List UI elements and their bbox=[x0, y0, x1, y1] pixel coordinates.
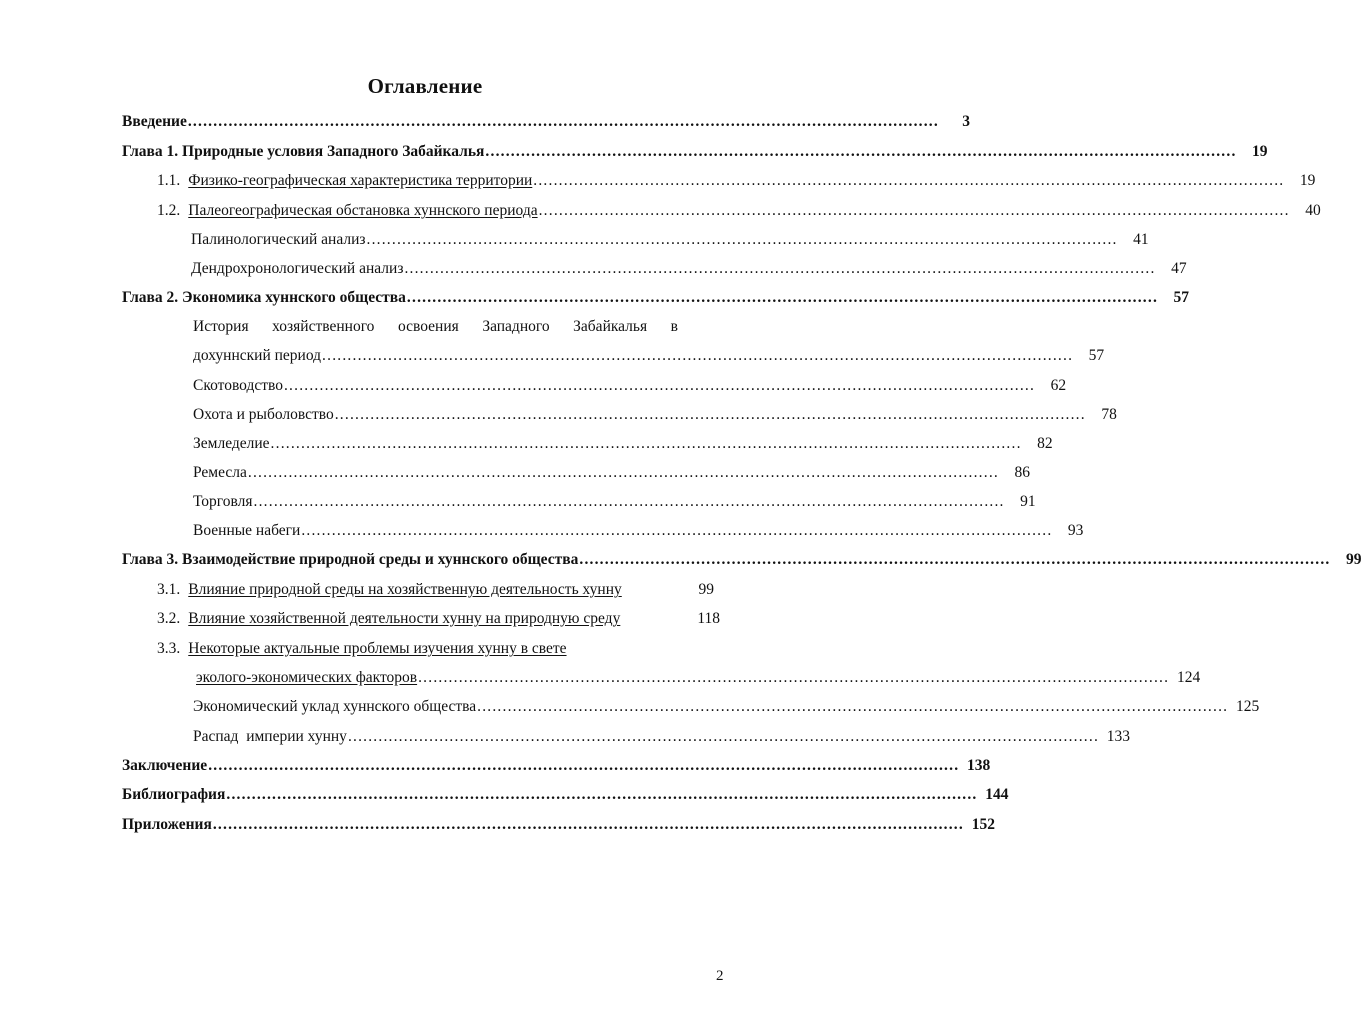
toc-entry-dendrochronology[interactable] bbox=[191, 260, 1187, 280]
toc-entry-history-line-1[interactable]: История хозяйственного освоения Западного Забайкалья в bbox=[193, 318, 678, 335]
toc-page: 82 bbox=[1037, 435, 1053, 452]
toc-entry-chapter-2[interactable] bbox=[122, 289, 1190, 309]
toc-page: 19 bbox=[1299, 172, 1316, 189]
toc-label: Скотоводство bbox=[193, 377, 283, 394]
toc-label: Физико-географическая характеристика территории bbox=[188, 172, 533, 189]
toc-label: Библиография bbox=[122, 786, 226, 803]
toc-page: 133 bbox=[1106, 728, 1131, 745]
toc-label: Глава 1. Природные условия Западного Забайкалья bbox=[122, 143, 485, 160]
dot-leader: .................................................................................................................................................... bbox=[347, 728, 1100, 745]
toc-label: Глава 3. Взаимодействие природной среды и хуннского общества bbox=[122, 551, 579, 568]
toc-label: Военные набеги bbox=[193, 522, 301, 539]
toc-page: 93 bbox=[1067, 522, 1084, 539]
toc-entry-cattle-breeding[interactable] bbox=[193, 377, 1067, 397]
dot-leader: .................................................................................................................................................... bbox=[253, 493, 1005, 510]
toc-entry-intro[interactable] bbox=[122, 113, 970, 133]
toc-label: Заключение bbox=[122, 757, 208, 774]
toc-label: Земледелие bbox=[193, 435, 270, 452]
toc-label: Некоторые актуальные проблемы изучения хунну в свете bbox=[188, 640, 567, 657]
toc-label: Торговля bbox=[193, 493, 253, 510]
dot-leader: .................................................................................................................................................... bbox=[485, 143, 1237, 160]
dot-leader: .................................................................................................................................................... bbox=[247, 464, 999, 481]
dot-leader: .................................................................................................................................................... bbox=[404, 260, 1156, 277]
toc-page: 138 bbox=[967, 757, 991, 774]
toc-entry-trade[interactable] bbox=[193, 493, 1036, 513]
toc-page: 86 bbox=[1014, 464, 1030, 481]
dot-leader: .................................................................................................................................................... bbox=[406, 289, 1159, 306]
toc-entry-palynology[interactable] bbox=[191, 231, 1149, 251]
section-number: 3.2. bbox=[157, 610, 181, 627]
toc-page: 152 bbox=[971, 816, 995, 833]
section-number: 1.1. bbox=[157, 172, 181, 189]
toc-label: Палинологический анализ bbox=[191, 231, 366, 248]
toc-page: 125 bbox=[1235, 698, 1260, 715]
toc-entry-economic-structure[interactable] bbox=[193, 698, 1260, 718]
dot-leader: .................................................................................................................................................... bbox=[533, 172, 1285, 189]
toc-entry-section-3-2[interactable] bbox=[157, 610, 720, 630]
toc-label: Палеогеографическая обстановка хуннского периода bbox=[188, 202, 538, 219]
toc-entry-section-3-3-line-1[interactable] bbox=[157, 640, 714, 660]
dot-leader: .................................................................................................................................................... bbox=[208, 757, 960, 774]
toc-page: 19 bbox=[1252, 143, 1268, 160]
toc-entry-conclusion[interactable] bbox=[122, 757, 991, 777]
dot-leader: .................................................................................................................................................... bbox=[212, 816, 964, 833]
toc-label: эколого-экономических факторов bbox=[196, 669, 418, 686]
toc-entry-bibliography[interactable] bbox=[122, 786, 1009, 806]
toc-page: 3 bbox=[962, 113, 970, 130]
toc-entry-section-3-1[interactable] bbox=[157, 581, 714, 601]
toc-label: Дендрохронологический анализ bbox=[191, 260, 404, 277]
dot-leader: .................................................................................................................................................... bbox=[270, 435, 1022, 452]
toc-page: 41 bbox=[1133, 231, 1149, 248]
toc-label: Влияние хозяйственной деятельности хунну на природную среду bbox=[188, 610, 621, 627]
toc-label: Охота и рыболовство bbox=[193, 406, 334, 423]
toc-entry-hunting-fishing[interactable] bbox=[193, 406, 1117, 426]
toc-page: 57 bbox=[1088, 347, 1105, 364]
section-number: 3.3. bbox=[157, 640, 181, 657]
dot-leader: .................................................................................................................................................... bbox=[283, 377, 1036, 394]
dot-leader: .................................................................................................................................................... bbox=[187, 113, 939, 130]
page-number: 2 bbox=[716, 968, 724, 984]
toc-page: 124 bbox=[1176, 669, 1201, 686]
dot-leader: .................................................................................................................................................... bbox=[226, 786, 978, 803]
toc-page: 118 bbox=[697, 610, 720, 627]
page-title: Оглавление bbox=[367, 74, 483, 98]
toc-label: дохуннский период bbox=[193, 347, 322, 364]
toc-label: Влияние природной среды на хозяйственную деятельность хунну bbox=[188, 581, 622, 598]
dot-leader: .................................................................................................................................................... bbox=[418, 669, 1170, 686]
toc-page: 99 bbox=[698, 581, 714, 598]
toc-entry-section-1-2[interactable] bbox=[157, 202, 1321, 222]
toc-label: Приложения bbox=[122, 816, 212, 833]
dot-leader: .................................................................................................................................................... bbox=[538, 202, 1290, 219]
toc-entry-empire-collapse[interactable] bbox=[193, 728, 1131, 748]
toc-page: 40 bbox=[1305, 202, 1321, 219]
toc-entry-military-raids[interactable] bbox=[193, 522, 1084, 542]
dot-leader: .................................................................................................................................................... bbox=[301, 522, 1053, 539]
toc-page: 91 bbox=[1020, 493, 1036, 510]
dot-leader: .................................................................................................................................................... bbox=[366, 231, 1118, 248]
dot-leader: .................................................................................................................................................... bbox=[477, 698, 1229, 715]
dot-leader: .................................................................................................................................................... bbox=[334, 406, 1086, 423]
toc-entry-section-1-1[interactable] bbox=[157, 172, 1316, 192]
toc-page: 78 bbox=[1101, 406, 1117, 423]
toc-entry-appendix[interactable] bbox=[122, 816, 995, 836]
toc-entry-chapter-3[interactable] bbox=[122, 551, 1361, 571]
toc-label: Ремесла bbox=[193, 464, 247, 481]
toc-label: Глава 2. Экономика хуннского общества bbox=[122, 289, 406, 306]
toc-page: 57 bbox=[1173, 289, 1190, 306]
section-number: 1.2. bbox=[157, 202, 181, 219]
section-number: 3.1. bbox=[157, 581, 181, 598]
toc-label: Распад империи хунну bbox=[193, 728, 347, 745]
dot-leader: .................................................................................................................................................... bbox=[322, 347, 1074, 364]
toc-entry-agriculture[interactable] bbox=[193, 435, 1053, 455]
toc-page: 144 bbox=[985, 786, 1009, 803]
toc-label: Введение bbox=[122, 113, 187, 130]
toc-entry-section-3-3[interactable] bbox=[196, 669, 1201, 689]
toc-entry-crafts[interactable] bbox=[193, 464, 1030, 484]
dot-leader: .................................................................................................................................................... bbox=[579, 551, 1331, 568]
toc-page: 47 bbox=[1171, 260, 1187, 277]
toc-entry-chapter-1[interactable] bbox=[122, 143, 1268, 163]
toc-page: 62 bbox=[1050, 377, 1067, 394]
toc-page: 99 bbox=[1345, 551, 1361, 568]
toc-entry-pre-hunnic-period[interactable] bbox=[193, 347, 1105, 367]
toc-label: Экономический уклад хуннского общества bbox=[193, 698, 477, 715]
